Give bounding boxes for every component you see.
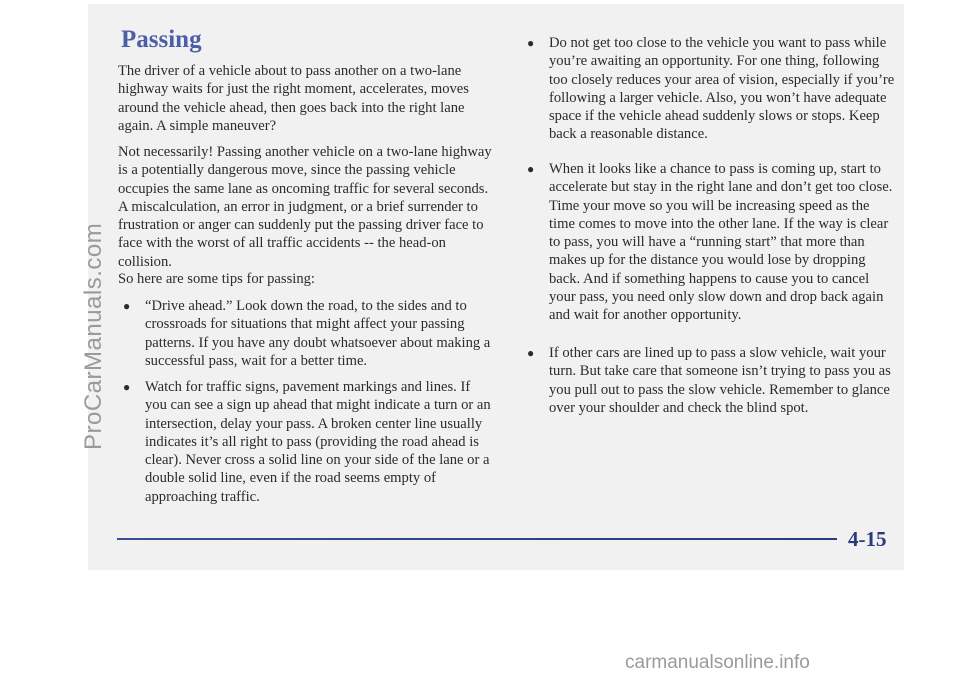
paragraph-tips-intro: So here are some tips for passing: bbox=[118, 271, 315, 287]
footer-rule bbox=[117, 538, 837, 540]
bullet-icon: ● bbox=[123, 299, 131, 313]
bullet-icon: ● bbox=[123, 380, 131, 394]
bullet-item-running-start bbox=[527, 160, 899, 325]
bullet-item-traffic-signs bbox=[123, 378, 493, 506]
bullet-text: When it looks like a chance to pass is coming up, start to accelerate but stay in the right lane and don’t get too close. Time your move so you will be increasing speed as the time comes to move into the other lane. If the way is clear to pass, you will have a “running start” that more than makes up for the distance you would lose by dropping back. And if something happens to cause you to cancel your pass, you need only slow down and drop back again and wait for another opportunity. bbox=[549, 161, 893, 324]
bullet-text: If other cars are lined up to pass a slow vehicle, wait your turn. But take care that someone isn’t trying to pass you as you pull out to pass the slow vehicle. Remember to glance over your shoulder and check the blind spot. bbox=[549, 345, 891, 416]
bullet-item-wait-turn bbox=[527, 344, 899, 417]
bullet-text: “Drive ahead.” Look down the road, to the sides and to crossroads for situations that might affect your passing patterns. If you have any doubt whatsoever about making a successful pass, wait for a better time. bbox=[145, 298, 491, 369]
bullet-item-not-too-close bbox=[527, 34, 899, 144]
bullet-icon: ● bbox=[527, 36, 535, 50]
watermark-vertical: ProCarManuals.com bbox=[80, 222, 107, 450]
bullet-text: Do not get too close to the vehicle you want to pass while you’re awaiting an opportunity. For one thing, following too closely reduces your area of vision, especially if you’re following a larger vehicle. Also, you won’t have adequate space if the vehicle ahead suddenly slows or stops. Keep back a reasonable distance. bbox=[549, 35, 895, 143]
bullet-item-drive-ahead bbox=[123, 297, 493, 370]
bullet-text: Watch for traffic signs, pavement markings and lines. If you can see a sign up ahead that might indicate a turn or an intersection, delay your pass. A broken center line usually indicates it’s all right to pass (providing the road ahead is clear). Never cross a solid line on your side of the lane or a double solid line, even if the road seems empty of approaching traffic. bbox=[145, 379, 491, 505]
bullet-icon: ● bbox=[527, 346, 535, 360]
paragraph-danger: Not necessarily! Passing another vehicle on a two-lane highway is a potentially dangerous move, since the passing vehicle occupies the same lane as oncoming traffic for several seconds. A miscalculation, an error in judgment, or a brief surrender to frustration or anger can suddenly put the passing driver face to face with the worst of all traffic accidents -- the head-on collision. bbox=[118, 144, 492, 270]
bullet-icon: ● bbox=[527, 162, 535, 176]
page-number: 4-15 bbox=[848, 527, 887, 551]
paragraph-intro: The driver of a vehicle about to pass another on a two-lane highway waits for just the right moment, accelerates, moves around the vehicle ahead, then goes back into the right lane again. A simple maneuver? bbox=[118, 63, 469, 134]
watermark-bottom: carmanualsonline.info bbox=[625, 652, 810, 673]
page-title: Passing bbox=[121, 26, 202, 53]
